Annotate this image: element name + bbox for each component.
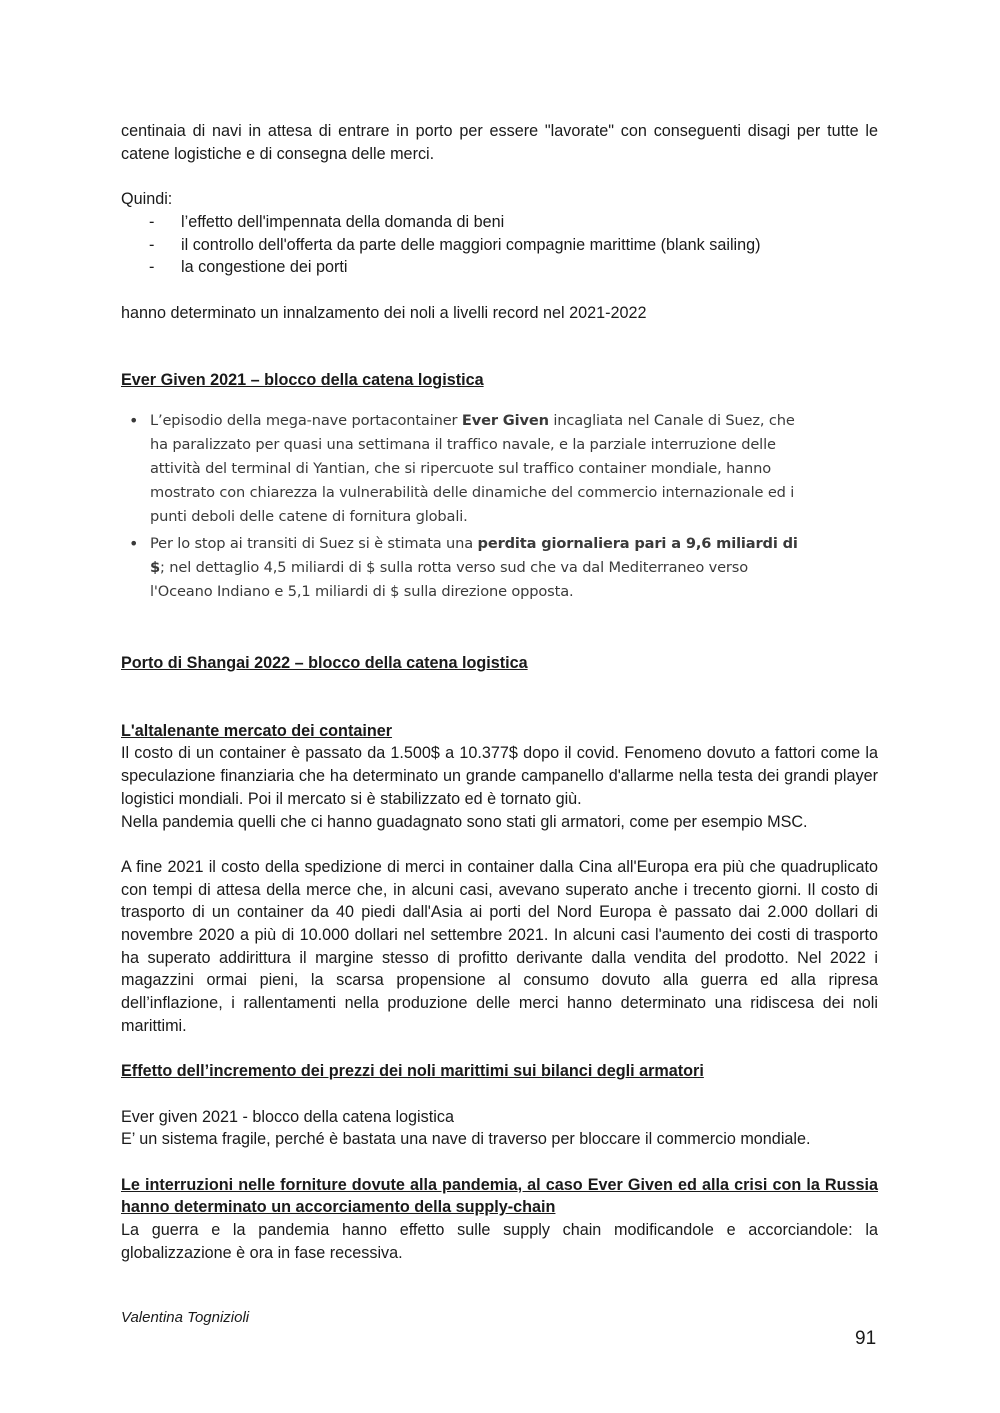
section-heading-effect: Effetto dell’incremento dei prezzi dei noli marittimi sui bilanci degli armatori xyxy=(121,1062,704,1081)
intro-paragraph: centinaia di navi in attesa di entrare in porto per essere "lavorate" con conseguenti disagi per tutte le catene logistiche e di consegna delle merci. xyxy=(121,122,878,163)
section-heading-container-market: L'altalenante mercato dei container xyxy=(121,721,393,740)
section-heading-shangai: Porto di Shangai 2022 – blocco della catena logistica xyxy=(121,654,528,672)
embedded-slide-image xyxy=(125,409,805,604)
container-market-paragraph: Nella pandemia quelli che ci hanno guadagnato sono stati gli armatori, come per esempio MSC. xyxy=(121,812,808,831)
section-heading-interruptions: Le interruzioni nelle forniture dovute alla pandemia, al caso Ever Given ed alla crisi con la Russia hanno determinato un accorciamento della supply-chain xyxy=(121,1175,878,1217)
slide-bold-text: Ever Given xyxy=(461,412,549,429)
list-item: - il controllo dell'offerta da parte delle maggiori compagnie marittime (blank sailing) xyxy=(149,234,878,257)
section-heading-ever-given: Ever Given 2021 – blocco della catena logistica xyxy=(121,371,484,390)
effect-paragraph: E’ un sistema fragile, perché è bastata una nave di traverso per bloccare il commercio mondiale. xyxy=(121,1130,811,1149)
slide-text: Per lo stop ai transiti di Suez si è stimata una xyxy=(150,535,478,552)
slide-bullet xyxy=(125,532,805,604)
slide-text: ; nel dettaglio 4,5 miliardi di $ sulla rotta verso sud che va dal Mediterraneo verso l'Oceano Indiano e 5,1 miliardi di $ sulla direzione opposta. xyxy=(150,559,749,600)
interruptions-paragraph: La guerra e la pandemia hanno effetto sulle supply chain modificandole e accorciandole: la globalizzazione è ora in fase recessiva. xyxy=(121,1221,878,1262)
page-body xyxy=(121,120,878,1265)
container-market-paragraph: A fine 2021 il costo della spedizione di merci in container dalla Cina all'Europa era più che quadruplicato con tempi di attesa della merce che, in alcuni casi, avevano superato anche i trecento giorni. Il costo di trasporto di un container da 40 piedi dall'Asia ai porti del Nord Europa è passato dai 2.000 dollari di novembre 2020 a più di 10.000 dollari nel settembre 2021. In alcuni casi l'aumento dei costi di trasporto ha superato addirittura il margine stesso di profitto derivante dalla vendita del prodotto. Nel 2022 i magazzini ormai pieni, la scarsa propensione al consumo dovuto alla guerra ed alla ripresa dell’inflazione, i rallentamenti nella produzione delle merci hanno determinato una ridiscesa dei noli marittimi. xyxy=(121,857,878,1035)
list-item: - la congestione dei porti xyxy=(149,256,878,279)
intro-dash-list xyxy=(121,211,878,279)
container-market-paragraph: Il costo di un container è passato da 1.500$ a 10.377$ dopo il covid. Fenomeno dovuto a fattori come la speculazione finanziaria che ha determinato un grande campanello d'allarme nella testa dei grandi player logistici mondiali. Poi il mercato si è stabilizzato ed è tornato giù. xyxy=(121,744,878,808)
slide-bullet xyxy=(125,409,805,529)
list-item: - l’effetto dell'impennata della domanda di beni xyxy=(149,211,878,234)
quindi-label: Quindi: xyxy=(121,190,173,209)
page-number: 91 xyxy=(855,1328,877,1349)
footer-author: Valentina Tognizioli xyxy=(121,1309,250,1326)
slide-text: incagliata nel Canale di Suez, che ha paralizzato per quasi una settimana il traffico navale, e la parziale interruzione delle attività del terminal di Yantian, che si ripercuote sul traffico container mondiale, hanno mostrato con chiarezza la vulnerabilità delle dinamiche del commercio internazionale ed i punti deboli delle catene di fornitura globali. xyxy=(150,412,795,525)
intro-conclusion: hanno determinato un innalzamento dei noli a livelli record nel 2021-2022 xyxy=(121,303,647,322)
effect-paragraph: Ever given 2021 - blocco della catena logistica xyxy=(121,1107,454,1126)
slide-text: L’episodio della mega-nave portacontainer xyxy=(150,412,462,429)
slide-bold-text: perdita giornaliera pari a 9,6 miliardi di $ xyxy=(150,535,798,576)
